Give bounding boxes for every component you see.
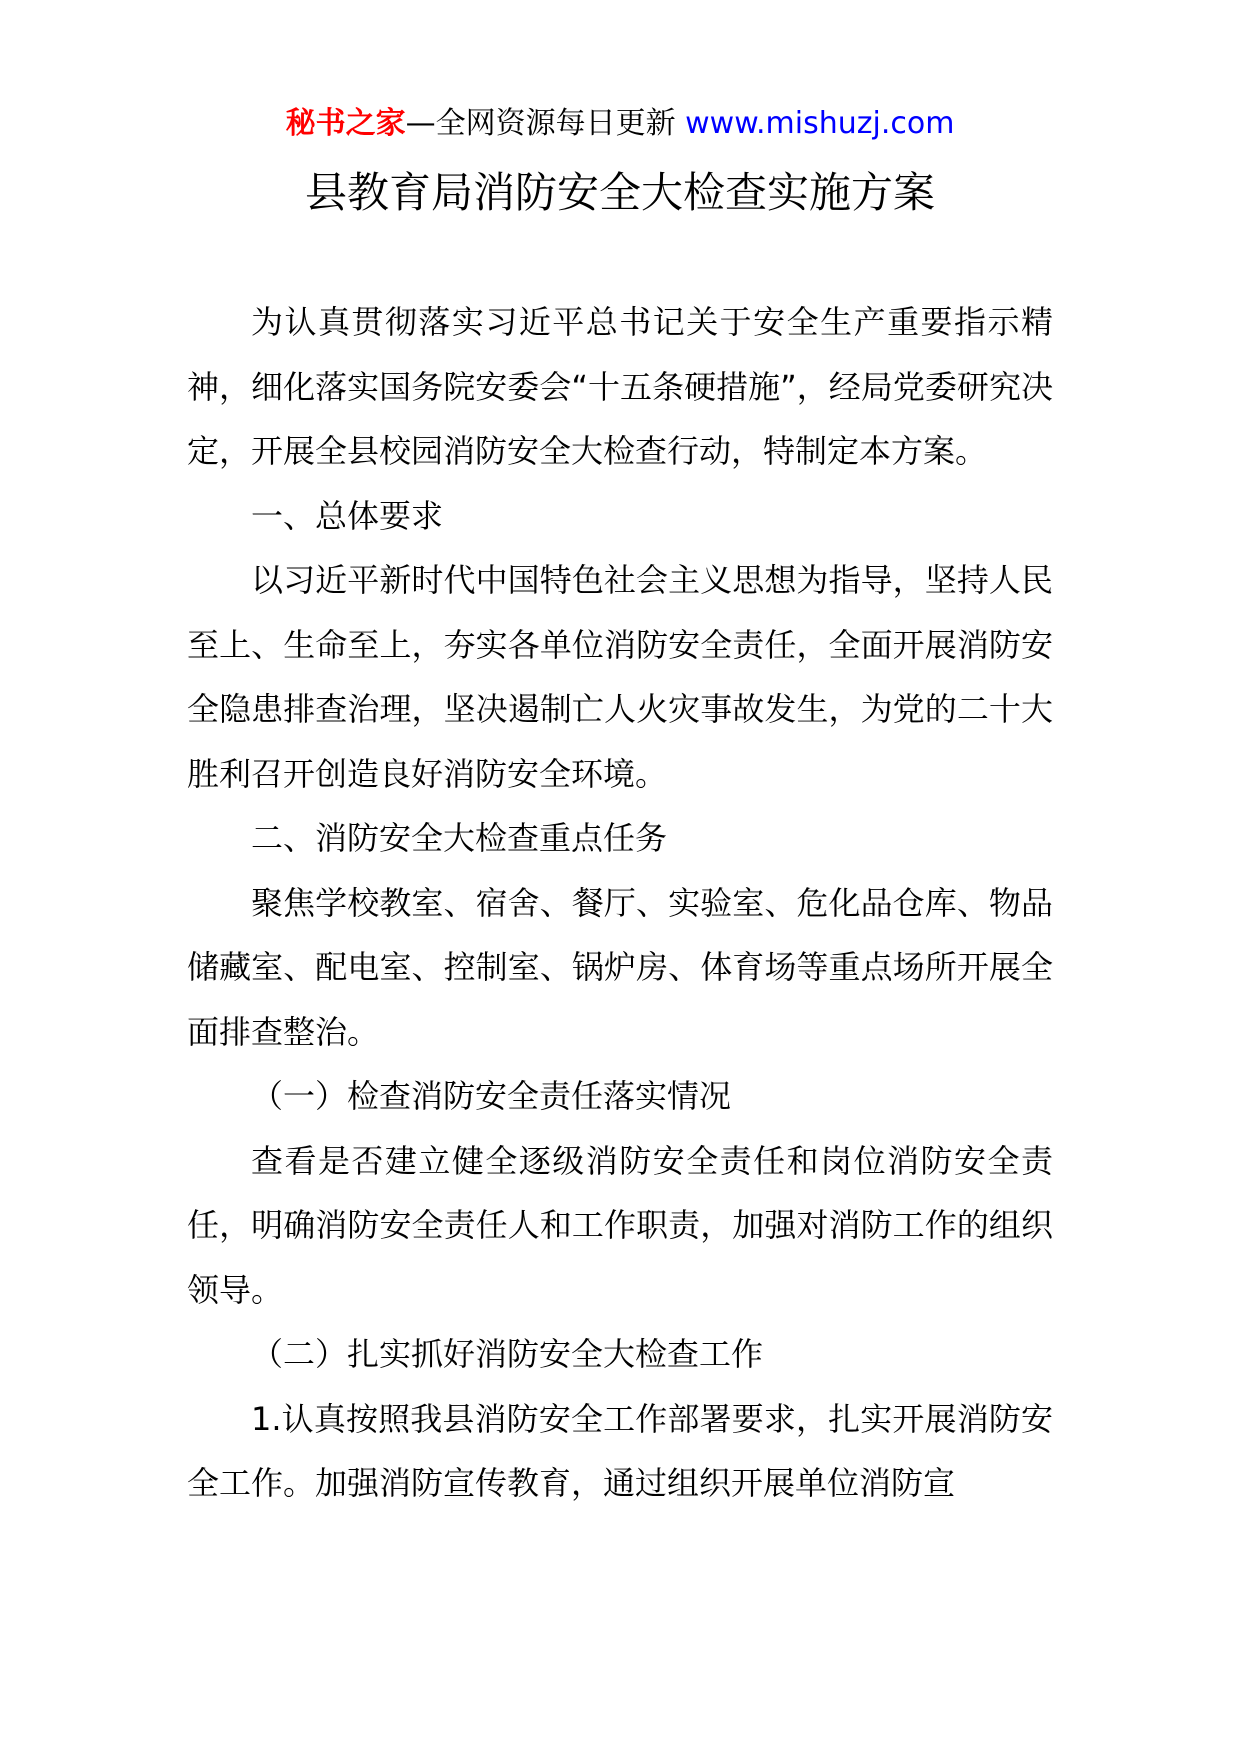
banner-tagline: —全网资源每日更新 <box>405 106 676 141</box>
site-banner <box>0 102 1240 146</box>
document-body <box>187 290 1053 1516</box>
section-heading-2: 二、消防安全大检查重点任务 <box>251 819 668 857</box>
brand-name: 秘书之家 <box>285 106 406 141</box>
document-title: 县教育局消防安全大检查实施方案 <box>304 168 935 217</box>
subsection-heading-1: （一）检查消防安全责任落实情况 <box>251 1077 732 1115</box>
paragraph-intro: 为认真贯彻落实习近平总书记关于安全生产重要指示精神，细化落实国务院安委会“十五条硬措施”，经局党委研究决定，开展全县校园消防安全大检查行动，特制定本方案。 <box>187 303 1053 470</box>
subsection-heading-2: （二）扎实抓好消防安全大检查工作 <box>251 1335 764 1373</box>
site-url-link[interactable]: www.mishuzj.com <box>685 106 955 141</box>
paragraph-inspection-work: 1.认真按照我县消防安全工作部署要求，扎实开展消防安全工作。加强消防宣传教育，通过组织开展单位消防宣 <box>187 1399 1053 1502</box>
paragraph-responsibility-check: 查看是否建立健全逐级消防安全责任和岗位消防安全责任，明确消防安全责任人和工作职责，加强对消防工作的组织领导。 <box>187 1141 1053 1309</box>
paragraph-key-tasks: 聚焦学校教室、宿舍、餐厅、实验室、危化品仓库、物品储藏室、配电室、控制室、锅炉房、体育场等重点场所开展全面排查整治。 <box>187 883 1053 1051</box>
section-heading-1: 一、总体要求 <box>251 496 444 535</box>
paragraph-general-requirements: 以习近平新时代中国特色社会主义思想为指导，坚持人民至上、生命至上，夯实各单位消防安全责任，全面开展消防安全隐患排查治理，坚决遏制亡人火灾事故发生，为党的二十大胜利召开创造良好消防安全环境。 <box>187 561 1053 793</box>
